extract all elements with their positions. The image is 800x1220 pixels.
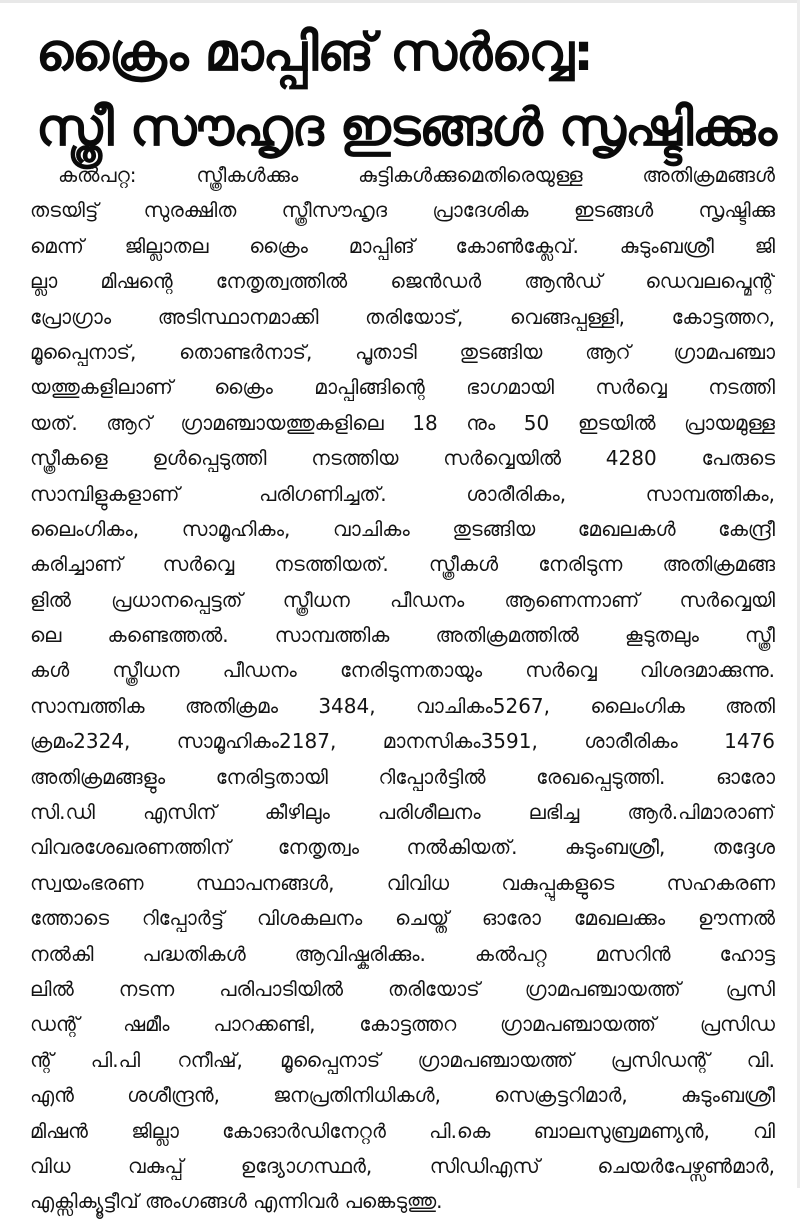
body-line: ന്റ് പി.പി റനീഷ്, മൂപ്പൈനാട് ഗ്രാമപഞ്ചായത്ത് പ്രസിഡന്റ് വി. <box>30 1047 775 1072</box>
body-line: നൽകി പദ്ധതികൾ ആവിഷ്കരിക്കും. കൽപറ്റ മസറിൻ ഹോട്ട <box>30 941 775 966</box>
body-line: സി.ഡി എസിന് കീഴിലും പരിശീലനം ലഭിച്ച ആർ.പിമാരാണ് <box>30 800 775 825</box>
body-line: ഡന്റ് ഷമീം പാറക്കണ്ടി, കോട്ടത്തറ ഗ്രാമപഞ്ചായത്ത് പ്രസിഡ <box>30 1012 775 1037</box>
body-line: മൂപ്പൈനാട്, തൊണ്ടർനാട്, പൂതാടി തുടങ്ങിയ ആറ് ഗ്രാമപഞ്ചാ <box>30 339 775 364</box>
body-line: കൽപറ്റ: സ്ത്രീകൾക്കും കുട്ടികൾക്കുമെതിരെയുള്ള അതിക്രമങ്ങൾ <box>58 163 775 187</box>
body-line: തടയിട്ട് സുരക്ഷിത സ്ത്രീസൗഹൃദ പ്രാദേശിക ഇടങ്ങൾ സൃഷ്ടിക്കു <box>30 198 775 223</box>
body-line: വിവരശേഖരണത്തിന് നേതൃത്വം നൽകിയത്. കുടുംബശ്രീ, തദ്ദേശ <box>30 835 775 860</box>
top-edge-rule <box>0 0 800 3</box>
body-line: ലിൽ നടന്ന പരിപാടിയിൽ തരിയോട് ഗ്രാമപഞ്ചായത്ത് പ്രസി <box>30 976 775 1001</box>
body-line: മെന്ന് ജില്ലാതല ക്രൈം മാപ്പിങ് കോൺക്ലേവ്. കുടുംബശ്രീ ജി <box>30 233 775 258</box>
body-line: ലൈംഗികം, സാമൂഹികം, വാചികം തുടങ്ങിയ മേഖലകൾ കേന്ദ്രീ <box>30 516 775 541</box>
body-line: പ്രോഗ്രാം അടിസ്ഥാനമാക്കി തരിയോട്, വെങ്ങപ്പള്ളി, കോട്ടത്തറ, <box>30 304 775 329</box>
body-line: അതിക്രമങ്ങളും നേരിട്ടതായി റിപ്പോർട്ടിൽ രേഖപ്പെടുത്തി. ഓരോ <box>30 764 775 789</box>
article-body <box>30 158 775 1220</box>
headline-line-1: ക്രൈം മാപ്പിങ് സർവ്വെ: <box>36 23 593 83</box>
body-line: യത്തുകളിലാണ് ക്രൈം മാപ്പിങ്ങിന്റെ ഭാഗമായി സർവ്വെ നടത്തി <box>30 375 775 400</box>
body-line: സ്ത്രീകളെ ഉൾപ്പെടുത്തി നടത്തിയ സർവ്വെയിൽ 4280 പേരുടെ <box>30 446 775 471</box>
body-line: യത്. ആറ് ഗ്രാമഞ്ചായത്തുകളിലെ 18 നും 50 ഇടയിൽ പ്രായമുള്ള <box>30 410 775 435</box>
body-line: മിഷൻ ജില്ലാ കോഓർഡിനേറ്റർ പി.കെ ബാലസുബ്രമണ്യൻ, വി <box>30 1118 775 1143</box>
body-line: ളിൽ പ്രധാനപ്പെട്ടത് സ്ത്രീധന പീഡനം ആണെന്നാണ് സർവ്വെയി <box>30 587 775 612</box>
body-line: കരിച്ചാണ് സർവ്വെ നടത്തിയത്. സ്ത്രീകൾ നേരിടുന്ന അതിക്രമങ്ങ <box>30 552 775 577</box>
body-line: സാമ്പിളുകളാണ് പരിഗണിച്ചത്. ശാരീരികം, സാമ്പത്തികം, <box>30 481 775 506</box>
body-line: സ്വയംഭരണ സ്ഥാപനങ്ങൾ, വിവിധ വകുപ്പുകളുടെ സഹകരണ <box>30 870 775 895</box>
body-line: ത്തോടെ റിപ്പോർട്ട് വിശകലനം ചെയ്ത് ഓരോ മേഖലക്കും ഊന്നൽ <box>30 906 775 931</box>
body-line: വിധ വകുപ്പ് ഉദ്യോഗസ്ഥർ, സിഡിഎസ് ചെയർപേഴ്സൺമാർ, <box>30 1153 775 1178</box>
body-line: കൾ സ്ത്രീധന പീഡനം നേരിടുന്നതായും സർവ്വെ വിശദമാക്കുന്നു. <box>30 658 775 683</box>
body-line: സാമ്പത്തിക അതിക്രമം 3484, വാചികം5267, ലൈംഗിക അതി <box>30 693 775 718</box>
body-line-final: എക്സിക്യൂട്ടീവ് അംഗങ്ങൾ എന്നിവർ പങ്കെടുത്തു. <box>30 1189 443 1214</box>
body-line: എൻ ശശീന്ദ്രൻ, ജനപ്രതിനിധികൾ, സെക്രട്ടറിമാർ, കുടുംബശ്രീ <box>30 1083 775 1108</box>
body-line: ക്രമം2324, സാമൂഹികം2187, മാനസികം3591, ശാരീരികം 1476 <box>30 729 775 754</box>
headline-line-2: സ്ത്രീ സൗഹൃദ ഇടങ്ങൾ സൃഷ്ടിക്കും <box>36 98 777 158</box>
body-line: ലെ കണ്ടെത്തൽ. സാമ്പത്തിക അതിക്രമത്തിൽ കൂടുതലും സ്ത്രീ <box>30 623 775 648</box>
body-line: ല്ലാ മിഷന്റെ നേതൃത്വത്തിൽ ജെൻഡർ ആൻഡ് ഡെവലപ്മെന്റ് <box>30 269 775 294</box>
